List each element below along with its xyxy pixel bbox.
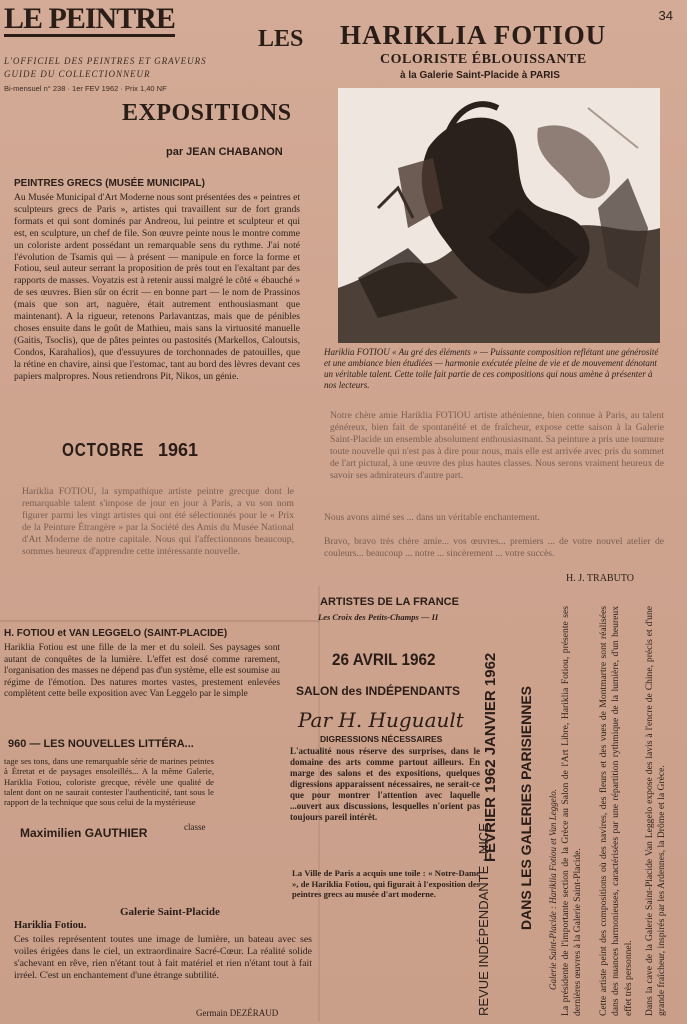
france-sub: Les Croix des Petits-Champs — II [318,612,439,622]
vertical-text-1: Galerie Saint-Placide : Hariklia Fotiou et Van Leggelo. [548,789,558,990]
vertical-galeries: DANS LES GALERIES PARISIENNES [518,685,534,930]
france-ville: La Ville de Paris a acquis une toile : « Notre-Dame », de Hariklia Fotiou, qui figurait à l'exposition des peintres grecs au musée d'art moderne. [292,868,480,899]
vertical-revue: REVUE INDÉPENDANTE · NICE [476,823,491,1016]
expositions-title: EXPOSITIONS [122,100,292,126]
painting-image [338,88,660,343]
france-date: 26 AVRIL 1962 [332,650,436,669]
lettres-text: tage ses tons, dans une remarquable série de marines peintes à Étretat et de paysages ensoleillés... A la même Galerie, Hariklia Fotiou, coloriste grecque, révèle une qualité de talent dont on ne saurait contester l'authenticité, tant sous le rapport de la technique que sous celui de la mystérieuse [4,756,214,808]
france-heading: ARTISTES DE LA FRANCE [320,596,459,608]
feature-signature: H. J. TRABUTO [566,573,634,584]
vertical-text-4: Dans la cave de la Galerie Saint-Placide Van Leggelo expose des lavis à l'encre de Chine, précis et d'une grande fraîcheur, inspirés par les Ardennes, la Drôme et la Grèce. [644,606,668,1016]
masthead: LE PEINTRE [4,2,175,35]
octobre-year: 1961 [158,440,199,460]
photo-caption: Hariklia FOTIOU « Au gré des éléments » — Puissante composition reflétant une générosité et une ambiance bien étudiées — harmonie exécutée pleine de vie et de mouvement dénotant un véritable talent. Cette toile fait partie de ces compositions qui nous amène à présenter à nos lecteurs. [324,347,659,390]
feature-subtitle: COLORISTE ÉBLOUISSANTE [380,52,587,67]
leggelo-text: Hariklia Fotiou est une fille de la mer et du soleil. Ses paysages sont autant de conquêtes de la lumière. L'effet est dosé comme rarement, l'organisation des masses ne dépend pas d'un système, elle est soumise au régime de l'émotion. Des natures mortes vastes, prestement enlevées complètent cette belle exposition avec Van Leggelo par le simple [4,643,280,700]
page-number: 34 [658,8,673,23]
lettres-extra: classe [184,822,206,832]
france-signature: Par H. Huguault [298,708,464,732]
feature-les: LES [258,26,304,52]
artwork-photo [338,88,660,343]
feature-body-3: Bravo, bravo très chère amie... vos œuvres... premiers ... de votre nouvel atelier de couleurs... beaucoup ... notre ... sincèrement ... votre succès. [324,536,664,559]
placide-author: Germain DEZÉRAUD [196,1008,279,1018]
vertical-text-3: Cette artiste peint des compositions où des navires, des fleurs et des vues de Montmartre sont réalisées dans des nuances harmonieuses, caractérisées par une répartition rythmique de la lumière, d'un heureux effet très personnel. [598,606,634,1016]
placide-text: Ces toiles représentent toutes une image de lumière, un bateau avec ses voiles érigées dans le ciel, un extraordinaire Sacré-Cœur. La réalité solide s'achevant en rêve, rien n'étant tout à fait matériel et rien n'étant tout à fait irréel. C'est un enchantement d'une étrange subtilité. [14,934,312,981]
feature-body: Notre chère amie Hariklia FOTIOU artiste athénienne, bien connue à Paris, au talent généreux, bien fait de spontanéité et de fraîcheur, expose cette saison à la Galerie Saint-Placide un ensemble absolument enthousiasmant. Sa peinture a pris une tournure toute nouvelle qui n'est pas à dire pour nous, mais elle est arrivée avec pris du sommet de l'art pictural, à une œuvre des plus hautes classes. Nous serons vraiment heureux de savoir ses admirateurs d'autre part. [330,410,664,481]
vertical-fevrier: FÉVRIER 1962 JANVIER 1962 [482,652,499,862]
masthead-issue-info: Bi-mensuel n° 238 · 1er FEV 1962 · Prix 1,40 NF [4,84,167,93]
france-text: L'actualité nous réserve des surprises, dans le domaine des arts comme partout ailleurs. En marge des salons et des expositions, quelques digressions apparaissent nécessaires, ne serait-ce que pour montrer l'attention avec laquelle ...ouvert aux discussions, lesquelles n'orient pas toujours pareil intérêt. [290,746,480,822]
masthead-subtitle-2: GUIDE DU COLLECTIONNEUR [4,69,151,79]
placide-heading: Galerie Saint-Placide [120,906,220,918]
section-heading-greek-painters: PEINTRES GRECS (MUSÉE MUNICIPAL) [14,178,205,189]
placide-artist: Hariklia Fotiou. [14,920,87,931]
vertical-text-2: La présidente de l'importante section de la Grèce au Salon de l'Art Libre, Hariklia Fotiou, présente ses dernières œuvres à la Galerie Saint-Placide. [560,606,584,1016]
france-salon: SALON des INDÉPENDANTS [296,684,461,698]
feature-artist-name: HARIKLIA FOTIOU [340,20,607,50]
leggelo-heading: H. FOTIOU et VAN LEGGELO (SAINT-PLACIDE) [4,628,228,639]
expositions-text: Au Musée Municipal d'Art Moderne nous sont présentées des « peintres et sculpteurs grecs de Paris », artistes qui travaillent sur de fort grands formats et qui sont dominés par Andreou, lui peintre et sculpteur et qui est, en sculpture, un chef de file. Son œuvre peinte nous le montre comme un coloriste ardent possédant un remarquable sens du rythme. J'ai noté l'évolution de Tsamis qui — à présent — manipule en force la forme et Fotiou, seul auteur serrant la proposition de près tout en l'exaltant par des rapports de masses. Voyatzis est à retenir aussi malgré le côté « ébauché » de ses œuvres. Bien sûr on écrit — en bonne part — le nom de Prassinos (mais que son art, naguère, était autrement enthousiasmant que maintenant). A la rigueur, retenons Parlavantzas, mais que de pénibles choses ensuite dans le goût de Mathieu, mais sans la virtuosité manuelle (Gaitis, Tsoclis), que de pâtes peintes ou pastosités (Markellos, Caloutsis, Condos, Karahalios), que d'essuyures de torchonnades de patouilles, que la rétine en chavire, ainsi que l'estomac, tant au bord des lèvres devant ces papiers malpropres. Nous retiendrons Pit, Nikos, un génie. [14,192,300,382]
masthead-subtitle-1: L'OFFICIEL DES PEINTRES ET GRAVEURS [4,56,207,66]
octobre-text: Hariklia FOTIOU, la sympathique artiste peintre grecque dont le remarquable talent s'impose de jour en jour à Paris, a vu son nom figurer parmi les vingt artistes qui ont été sélectionnés pour le « Prix de la Peinture Étrangère » par la Société des Amis du Musée National d'Art Moderne de notre capitale. Nous qui l'affectionnons beaucoup, sommes heureux d'apprendre cette intéressante nouvelle. [22,486,294,557]
octobre-month: OCTOBRE [62,440,145,460]
tear-line-horizontal [0,620,320,622]
lettres-heading: 960 — LES NOUVELLES LITTÉRA... [8,738,194,750]
feature-gallery: à la Galerie Saint-Placide à PARIS [400,70,560,81]
feature-body-2: Nous avons aimé ses ... dans un véritable enchantement. [324,512,540,523]
expositions-byline: par JEAN CHABANON [166,146,283,158]
lettres-author: Maximilien GAUTHIER [20,826,148,840]
france-digressions: DIGRESSIONS NÉCESSAIRES [320,734,443,744]
